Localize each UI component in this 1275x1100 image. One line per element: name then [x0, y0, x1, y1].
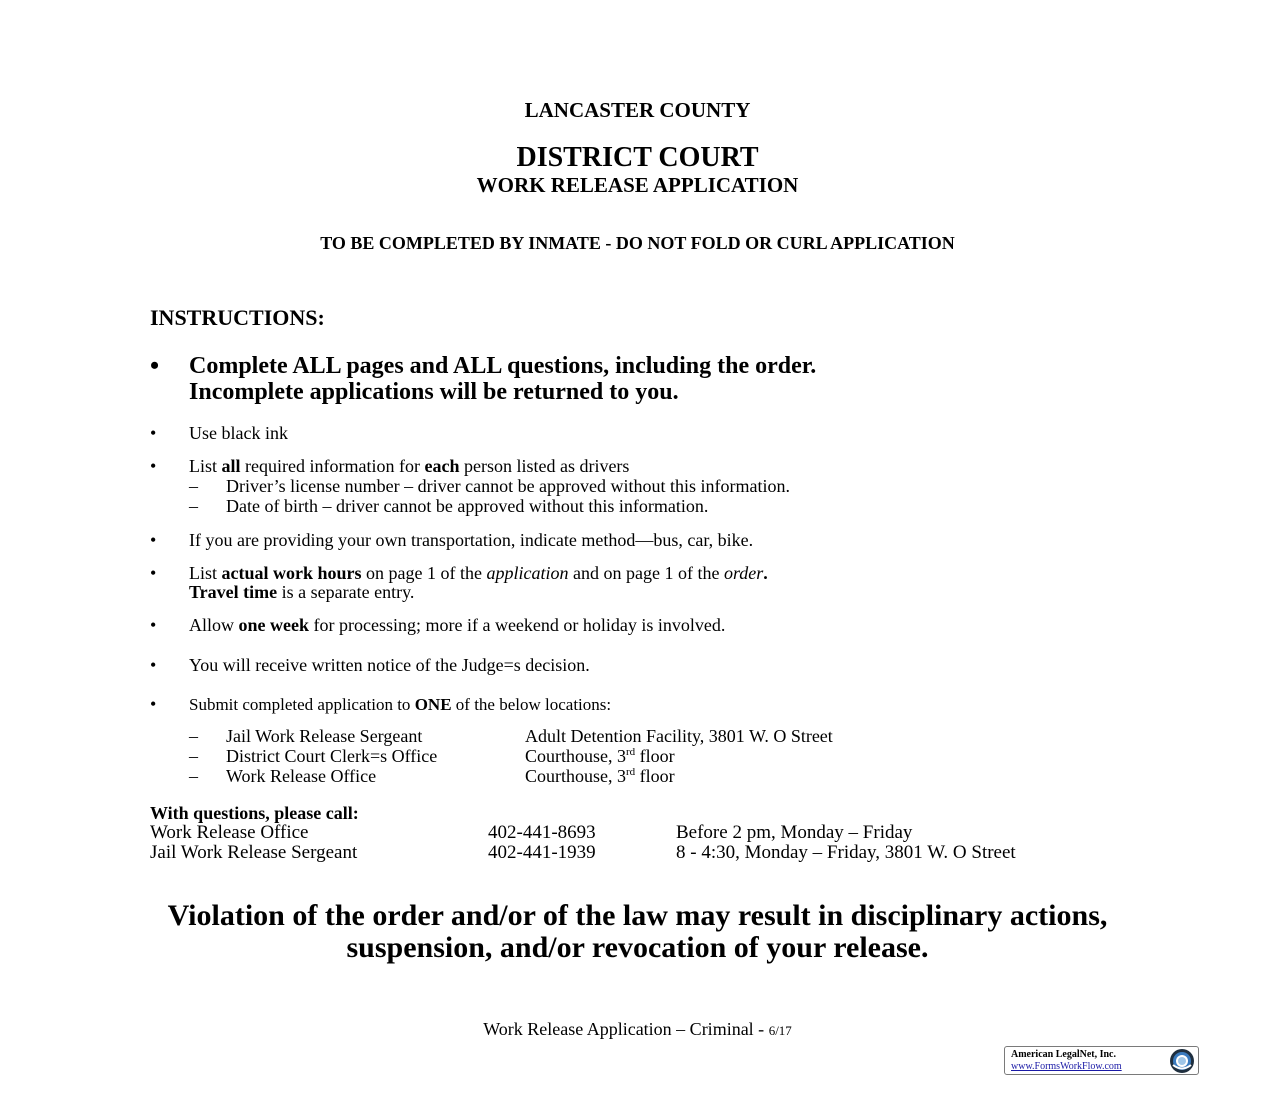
submit-instruction: Submit completed application to ONE of the below locations: — [189, 695, 612, 714]
court-heading: DISTRICT COURT — [516, 142, 759, 173]
location-address: Courthouse, 3rd floor — [525, 746, 675, 766]
footer-version: 6/17 — [768, 1023, 792, 1038]
violation-warning — [0, 900, 1275, 964]
bullet-icon: • — [150, 615, 157, 635]
dash-icon: – — [189, 726, 198, 746]
instructions-heading: INSTRUCTIONS: — [150, 305, 325, 330]
location-address: Courthouse, 3rd floor — [525, 766, 675, 786]
bullet-icon: • — [150, 456, 157, 476]
bullet-icon: • — [150, 694, 157, 714]
complete-all-line2: Incomplete applications will be returned to you. — [189, 379, 679, 405]
contact-phone: 402-441-8693 — [488, 822, 596, 843]
contact-office: Work Release Office — [150, 822, 309, 843]
work-hours-instruction: List actual work hours on page 1 of the application and on page 1 of the order. — [189, 563, 768, 583]
publisher-name: American LegalNet, Inc. — [1011, 1049, 1116, 1060]
location-name: Jail Work Release Sergeant — [226, 726, 423, 746]
transport-instruction: If you are providing your own transportation, indicate method—bus, car, bike. — [189, 530, 754, 550]
ink-instruction: Use black ink — [189, 423, 288, 443]
decision-notice: You will receive written notice of the Judge=s decision. — [189, 655, 590, 675]
violation-warning-text: Violation of the order and/or of the law may result in disciplinary actions, suspension, and/or revocation of your release. — [167, 899, 1108, 964]
drivers-instruction: List all required information for each person listed as drivers — [189, 456, 630, 476]
contact-phone: 402-441-1939 — [488, 842, 596, 863]
bullet-icon: • — [150, 563, 157, 583]
form-title: WORK RELEASE APPLICATION — [476, 173, 799, 197]
bullet-icon: • — [150, 423, 157, 443]
footer-title: Work Release Application – Criminal - — [483, 1019, 769, 1039]
bullet-icon: • — [150, 351, 160, 380]
dash-icon: – — [189, 746, 198, 766]
contact-office: Jail Work Release Sergeant — [150, 842, 358, 863]
bullet-icon: • — [150, 655, 157, 675]
location-address: Adult Detention Facility, 3801 W. O Street — [525, 726, 833, 746]
globe-icon — [1169, 1048, 1195, 1074]
processing-instruction: Allow one week for processing; more if a weekend or holiday is involved. — [189, 615, 726, 635]
location-name: District Court Clerk=s Office — [226, 746, 438, 766]
dash-icon: – — [189, 496, 198, 516]
dash-icon: – — [189, 476, 198, 496]
location-name: Work Release Office — [226, 766, 377, 786]
county-heading: LANCASTER COUNTY — [524, 98, 751, 122]
footer — [0, 1019, 1275, 1040]
complete-all-line1: Complete ALL pages and ALL questions, including the order. — [189, 353, 817, 379]
contact-hours: Before 2 pm, Monday – Friday — [676, 822, 913, 843]
bullet-icon: • — [150, 530, 157, 550]
travel-time-note: Travel time is a separate entry. — [189, 582, 415, 602]
publisher-link[interactable]: www.FormsWorkFlow.com — [1011, 1061, 1122, 1072]
inmate-notice: TO BE COMPLETED BY INMATE - DO NOT FOLD OR CURL APPLICATION — [320, 233, 955, 253]
drivers-license-note: Driver’s license number – driver cannot be approved without this information. — [226, 476, 791, 496]
birth-date-note: Date of birth – driver cannot be approved without this information. — [226, 496, 709, 516]
contacts-heading: With questions, please call: — [150, 803, 359, 823]
publisher-logo[interactable] — [1004, 1046, 1199, 1075]
contact-hours: 8 - 4:30, Monday – Friday, 3801 W. O Street — [676, 842, 1016, 863]
dash-icon: – — [189, 766, 198, 786]
